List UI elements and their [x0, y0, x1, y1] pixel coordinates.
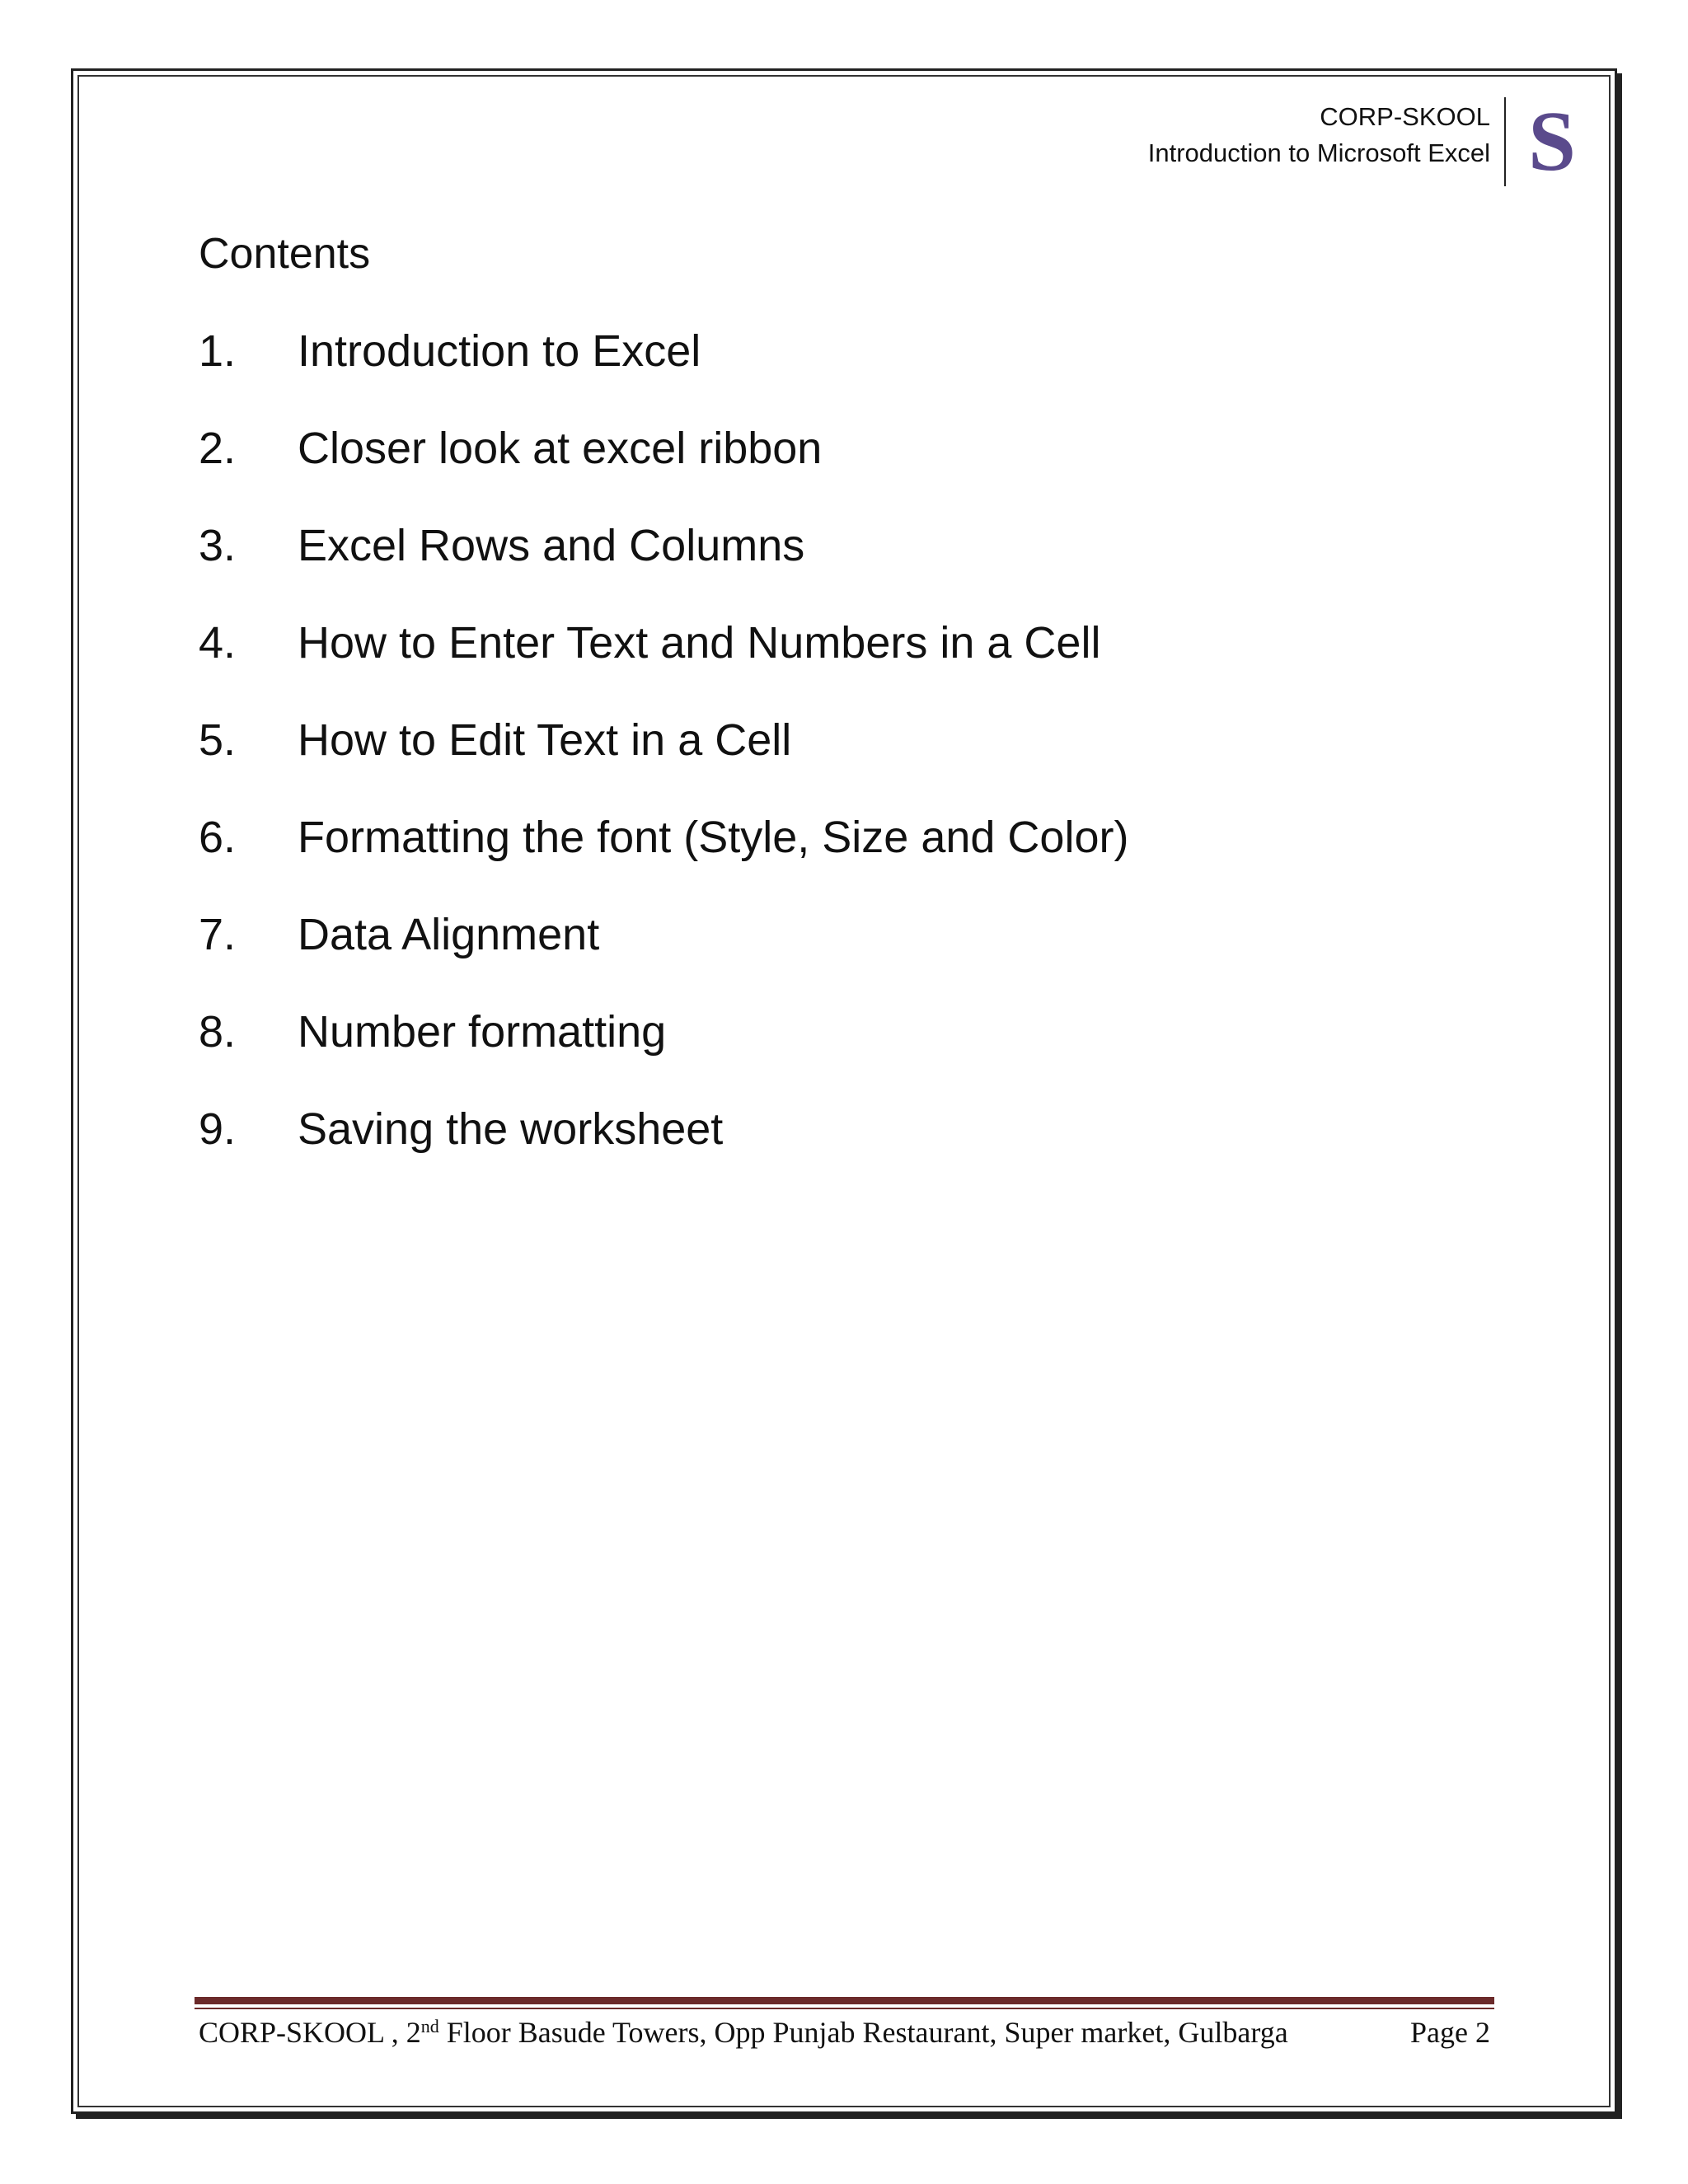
page-border-shadow [1617, 73, 1622, 2119]
header-org: CORP-SKOOL [1320, 102, 1490, 131]
toc-item [199, 1099, 1128, 1197]
footer-rule [195, 1997, 1494, 2004]
toc-item-label: Formatting the font (Style, Size and Color) [298, 813, 1129, 862]
toc-item-number: 4. [199, 618, 237, 668]
toc-item-number: 5. [199, 715, 237, 765]
toc-item-label: Number formatting [298, 1007, 667, 1057]
toc-item-label: Introduction to Excel [298, 326, 701, 376]
toc-item-label: Saving the worksheet [298, 1104, 724, 1154]
toc-item [199, 710, 1128, 808]
toc-item-number: 3. [199, 521, 237, 570]
toc-item [199, 1002, 1128, 1099]
toc-item-label: Excel Rows and Columns [298, 521, 805, 570]
page-title: Contents [199, 230, 371, 278]
toc-item-label: How to Edit Text in a Cell [298, 715, 792, 765]
toc-item-label: How to Enter Text and Numbers in a Cell [298, 618, 1101, 668]
page-border-shadow [76, 2114, 1622, 2119]
toc-item-label: Data Alignment [298, 910, 600, 959]
toc-item-label: Closer look at excel ribbon [298, 424, 823, 473]
page-number: Page 2 [1410, 2016, 1490, 2049]
toc-item [199, 321, 1128, 419]
header-course: Introduction to Microsoft Excel [1147, 138, 1490, 167]
toc-item [199, 613, 1128, 710]
toc-item-number: 2. [199, 424, 237, 473]
footer-address-rest: Floor Basude Towers, Opp Punjab Restaurant, Super market, Gulbarga [438, 2016, 1288, 2049]
footer-address-prefix: CORP-SKOOL , 2 [199, 2016, 421, 2049]
header-divider [1504, 97, 1506, 186]
toc-item-number: 9. [199, 1104, 237, 1154]
table-of-contents [199, 321, 1128, 1197]
corp-skool-logo-icon [1519, 97, 1585, 188]
toc-item [199, 516, 1128, 613]
toc-item-number: 6. [199, 813, 237, 862]
toc-item [199, 808, 1128, 905]
toc-item-number: 8. [199, 1007, 237, 1057]
page-header [1148, 99, 1490, 171]
footer-rule-thin [195, 2008, 1494, 2009]
footer-address-sup: nd [420, 2016, 439, 2036]
toc-item-number: 1. [199, 326, 237, 376]
footer-address [199, 2013, 1288, 2052]
toc-item-number: 7. [199, 910, 237, 959]
toc-item [199, 419, 1128, 516]
toc-item [199, 905, 1128, 1002]
logo-letter: S [1528, 97, 1576, 188]
